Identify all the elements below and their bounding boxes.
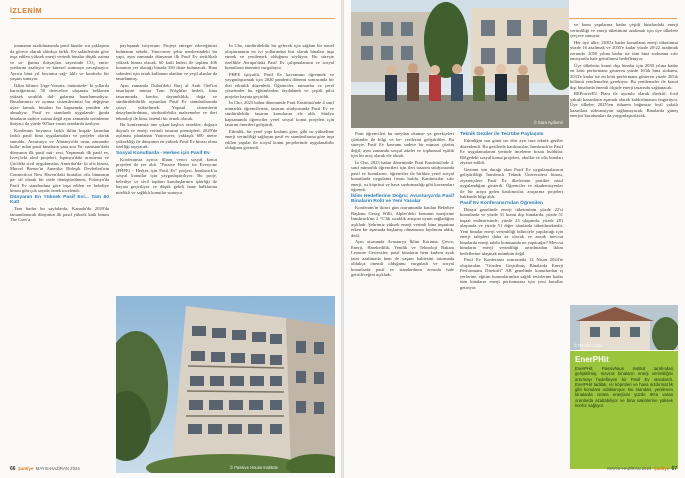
- header-rule: [10, 18, 335, 19]
- right-column-3: [570, 22, 678, 302]
- right-column-2: [460, 131, 563, 461]
- group-photo: [351, 0, 569, 128]
- paragraph: Bu konferansta öne çıkan başlıca örnekler, doğaya duyarlı ve enerji verimli tasarım prensipleri, 2029'da açılması planlanan Vancouver, yaklaşık 600 metre yüksekliği ile dünyanın en yüksek Pasif Ev binası olma özelliği taşıyacak.: [116, 122, 217, 149]
- section-label: İZLENİM: [10, 8, 43, 15]
- paragraph: Etkinliğin son günü ise dört ayrı tura teknik geziler düzenlendi. Bu gezilerde katılımcılar, İnnsbruck'ta Pasif Ev uygulamalarını yerinde inceleme fırsatı buldular. Bölgedeki sosyal konut projeleri, okullar ve ofis binaları ziyaret edildi.: [460, 138, 563, 166]
- paragraph: REPowerEU Planı ile uyumlu olarak direktif, fosil yakıtlı kazanların aşamalı olarak kaldırılmasını öngörüyor. Üye ülkeler 2025'ten itibaren bağımsız fosil yakıtlı kazanlara sübvansiyon sağlamayacak. Binalarda güneş enerjisi kurulumları da yaygınlaştırılacak.: [570, 91, 678, 118]
- magazine-name: Şantiye: [653, 466, 670, 471]
- paragraph: Aynı oturumda Avusturya İklim Koruma, Çevre, Enerji, Hareketlilik, Yenilik ve Teknoloji Bakanı Leonore Gewessler, pasif binaların hem karbon ayak izini azaltmada hem de yaşam kalitesini artırmada oldukça önemli olduğunu vurguladı ve sosyal konutlarda pasif ev standardının zorunlu hale getirileceğini açıkladı.: [351, 239, 454, 278]
- paragraph: tonmanın azaltılmasında pasif binala- rın yaklaşımı da görece olarak oldukça farklı. Ev sakinlerinin göre inşa edilen yüksek enerji verimli binalar düşük ısıtma ve so- ğutma ihtiyaçları sayesinde CO₂ emis- yonlarını azaltıyor ve küresel ısınmaya yavaşlatıyor. Ayrıca bina yıl boyunca sağ- lıklı ve konforlu bir yaşam sunuyor.: [10, 43, 109, 81]
- left-column-1: [10, 43, 109, 458]
- paragraph: İklim bilimci Urge-Vorsatz, önümüzde- ki yıllarda karaciğerimiz, 50 derecelere ulaşması beklenen yüksek sıcaklık dal- galarına hazırlanmalıyız. Binalarımızı ve ısınma sistemlerimizi bu değişime uyar- lamalı, binaları bu kapsamda yeniden ele almalıyız. Pasif ev standardı uygulandı- ğında binaların sadece ısıtma değil aynı zamanda serinletme ihtiyacı da yüzde 90'lara varan oranlarda azalıyor.: [10, 82, 109, 126]
- paragraph: paylaşmak istiyorum. Projeyi entegre edeceğimizi bulmanın sebebi, Vancouver şehir merkezindeki bu yapı, aynı zamanda dünyanın ilk Pasif Ev sertifikalı yüksek binası olacak. 60 katlı kulesi ile toplam 406 konutun yer alacağı binada 350 daire bulunacak. Bina sakinleri için ortak kullanım alanları ve yeşil alanlar da tasarlanmış.: [116, 43, 217, 81]
- paragraph: İn Cho, sürdürülebilir bir gelecek için sağlam bir temel oluşturmanın en iyi yollarından biri olarak binaları inşa etmek ve yenilemek olduğunu söylüyor. Bu süreçte özellikle Avrupa'daki Pasif Ev çalışmalarının ve sosyal konutların önemini vurguluyor.: [225, 43, 334, 70]
- enerphit-box: [570, 351, 678, 469]
- issue-date: MAYIS-HAZİRAN 2024: [35, 466, 80, 471]
- subheading: Sosyal Konutlarda - Herkes için Pasif Ev: [116, 150, 210, 156]
- page-number: 66: [10, 466, 16, 472]
- right-page: [344, 0, 685, 478]
- photo-caption: © Passive House Institute: [230, 465, 279, 470]
- house-photo: [570, 305, 678, 350]
- building-photo-illustration: [116, 296, 335, 473]
- paragraph: Dünya genelinde enerji tüketiminin yüzde 22'si konutlarda ve yüzde 31 konut dışı binalarda, yüzde 51 inşaat endüstrisinde, yüzde 23 ulaşımda, yüzde 28'i ulaşımda ve yüzde 51 diğer alanlarda tüketilmektedir. Yeni binalar enerji verimliliği bilinciyle yapılacağı için enerji talepleri daha az olacak ve ancak mevcut binalarda enerji talebi konusunda ne yapacağız? Mevcut binaların enerji verimliliği artırılmadan iklim hedeflerine ulaşmak mümkün değil.: [460, 206, 563, 256]
- footer: [607, 466, 677, 472]
- group-photo-illustration: [351, 0, 569, 128]
- subheading: İklim Hedeflerine Doğru: Avusturya'da Pasif Binaların Rolü ve Yeni Yasalar: [351, 193, 454, 205]
- paragraph: Konferansta ayrıca ilham verici sosyal konut projeleri de yer aldı. "Passive House for Everyone (PHFE) - Herkes için Pasif Ev" projesi, İnnsbruck'ta sosyal konutlar için yaygınlaştırılıyor. Bu proje, belediye ve sivil toplum kuruluşlarının işbirliği ile hayata geçiriliyor ve düşük gelirli hane halklarına nitelikli ve sağlıklı konutlar sunuyor.: [116, 156, 217, 195]
- paragraph: Pasif Ev Konferansı sonrasında 12 Nisan 2024'te oluşturulan "Gözden Geçirilmiş Binalarda Enerji Performansı Direktifi" AB genelinde konutlardan iş yerlerine, eğitim kurumlarından sağlık tesislerine kadar tüm binaların enerji performansı için yeni kurallar getiriyor.: [460, 257, 563, 290]
- paragraph: PHFE iştiyatili, Pasif Ev kavramını öğretmek ve yaygınlaştırmak için 2020 pandemi dönemi sonrasında bir dizi etkinlik düzenledi. Öğrenciler, mimarlar ve yerel yönetimler bu eğitimlerden faydalandı ve çeşitli pilot projeler hayata geçirildi.: [225, 71, 334, 99]
- paragraph: Her üye ülke, 2030'a kadar konutların enerji tüketimini yüzde 16 azaltmak ve 2035'e kadar yüzde 20-22 azaltmak zorunda. 2050 yılına kadar ise tüm bina stokunun sıfır emisyonlu hale getirilmesi hedefleniyor.: [570, 39, 678, 61]
- photo-caption: © Rachel Lloyd: [574, 343, 603, 348]
- paragraph: Gezinin son durağı olan Pasif Ev uygulamalarının geliştirildiği İnnsbruck Teknik Üniversitesi binası, ziyaretçilere Pasif Ev ilkelerinin pratikte nasıl uygulandığını gösterdi. Öğrenciler ve akademisyenler ile bir araya gelen katılımcılar, araştırma projeleri hakkında bilgi aldı.: [460, 166, 563, 200]
- paragraph: Pratt öğrencileri bu meydan okuma- ya gerekçeleri çözümler ile bilgi ve be- cerilerini geliştirdiler. Bu süreçte, Pasif Ev kavramı sadece bir mimari çözüm değil, aynı zamanda sosyal adalet ve toplumsal eşitlik için bir araç olarak ele alındı.: [351, 131, 454, 158]
- page-number: 67: [671, 466, 677, 472]
- paragraph: Konferans boyunca farklı iklim kuşak- larından farklı pasif bina uygulamaları ve projeler olarak sunuldu. Avusturya ve Almanya'da uzun zamandır kulla- nılan pasif binaların yanı sıra Yu- nanistan'daki dünyanın ilk pasif mü- zesi, Yaşanmak ilk pasif ev, İsveç'teki okul projeleri, İspanya'daki arastırma ve Çin'deki sivil uygulamalar, Amerika'da- ki ofis binası, Marcel Breuer'in Amerika Birleşik Devletleri'nin Connecticut New Haven'daki brutalist ofis binasının pa- sif olarak bir otele dönüştürülmesi, Polonya'da Pasif Ev standardına göre inşa edilen ve belediye binası gibi çok sayıda örnek incelendi.: [10, 127, 109, 193]
- subheading: Teknik Geziler ile Tecrübe Paylaşımı: [460, 132, 544, 137]
- building-photo: [116, 296, 335, 473]
- paragraph: İn Cho, 2023 bahar döneminde Pratt Enstitüsü'nde 4 sınıf mimarlık öğrencilerine, tasarım stüdyosunda Pasif Ev ve sürdürülebilir tasarım konularını ele aldı. Stüdyo kapsamında öğrenciler yerel sosyal konut projeleri için tasarım önerileri geliştirdi.: [225, 100, 334, 127]
- left-page: [0, 0, 341, 478]
- footer: [10, 466, 80, 472]
- paragraph: Tam budur bu sayfalarda, Kanada'da 2029'da tamamlanacak dünyanın ilk pasif yüksek katlı binası The Curv'a: [10, 206, 109, 223]
- paragraph: Üye ülkelerin konut dışı binalar için 2030 yılına kadar en kötü performans gösteren yüzde 16'lık bina stokunu, 2033'e kadar ise en kötü performans gösteren yüzde 26'lık bölümü yenilemeleri gerekiyor. Bu yenilemeler ile konut dışı binalarda önemli ölçüde enerji tasarrufu sağlanacak.: [570, 62, 678, 90]
- paragraph: Etkinlik, bir yerel yapı kodunu göre, gibi ısı yükseltme enerji verimliliği sağlayan pasif ev standartlarına göre inşa edilen yapılar ile sosyal konut projelerinde uygulanabilir olduğunu gösterdi.: [225, 128, 334, 150]
- box-title: EnerPHit: [575, 355, 609, 364]
- issue-date: MAYIS-HAZİRAN 2024: [607, 466, 652, 471]
- paragraph: Aynı zamanda Dubai'deki Burj al Arab Otel'ini tasarlayan mimar Tom Wright'ın hedefi, bina tasarımında, konfor, dayanıklılık, doğa ve sürdürülebilirlik açısından Pasif Ev standartlarında çıtayı yükseltmek. Yapısal sistemlerin detaylandırılması, sürdürülebilir malzemeler ve ileri teknoloji ile bina, önemli bir örnek olacak.: [116, 82, 217, 121]
- paragraph: ve konu yapılarına kadar çeşitli binalardaki enerji verimliliği ve enerji tüketimini azaltmak için üye ülkelere çerçeve sunuyor.: [570, 22, 678, 38]
- photo-caption: © Sara Aydemir: [533, 120, 563, 125]
- box-text: EnerPHit, Passivhaus Institut tarafından geliştirilmiş, mevcut binaların enerji verimliliğini artırmayı hedefleyen bir Pasif Ev standardı. EnerPHit tadilatı, ısı köprüleri ve hava sızdırmazlık gibi konulara odaklanıyor. Bu standart, yenilenen binalarda ısıtma enerjisini yüzde 90'a varan oranlarda azaltabiliyor ve bina sakinlerine yüksek konfor sağlıyor.: [575, 366, 673, 409]
- paragraph: Konferans'ın ikinci gün oturumunda katılan Belediye Başkanı Georg Willi, Alpler'deki konutun enerjisine İnnsbruck'un 2 °C'lik sıcaklık artışına uyum sağladığını açıkladı. Şehrimiz yüksek enerji verimli bina inşaatına erken bir aşamada başlamış olmamızın faydasını aldık, dedi.: [351, 205, 454, 238]
- subheading: Dünyanın En Yüksek Pasif Evi... Tam 60 Kat!: [10, 194, 109, 206]
- paragraph: İn Cho, 2023 bahar döneminde Pratt Enstitüsü'nde 4. sınıf mimarlık öğrencileri için ileri tasarım stüdyosunda pasif ev konularını, öğrenciler ile birlikte yerel sosyal konutlarda uygulama fırsatı buldu. Katılımcılar sıfır enerji, ısı köprüsü ve hava sızdırmazlığı gibi kavramları öğrendi.: [351, 159, 454, 192]
- right-column-1: [351, 131, 454, 461]
- magazine-name: Şantiye: [17, 466, 34, 471]
- subheading: Pasif Ev Konferansı'ndan Öğrenilen: [460, 200, 543, 206]
